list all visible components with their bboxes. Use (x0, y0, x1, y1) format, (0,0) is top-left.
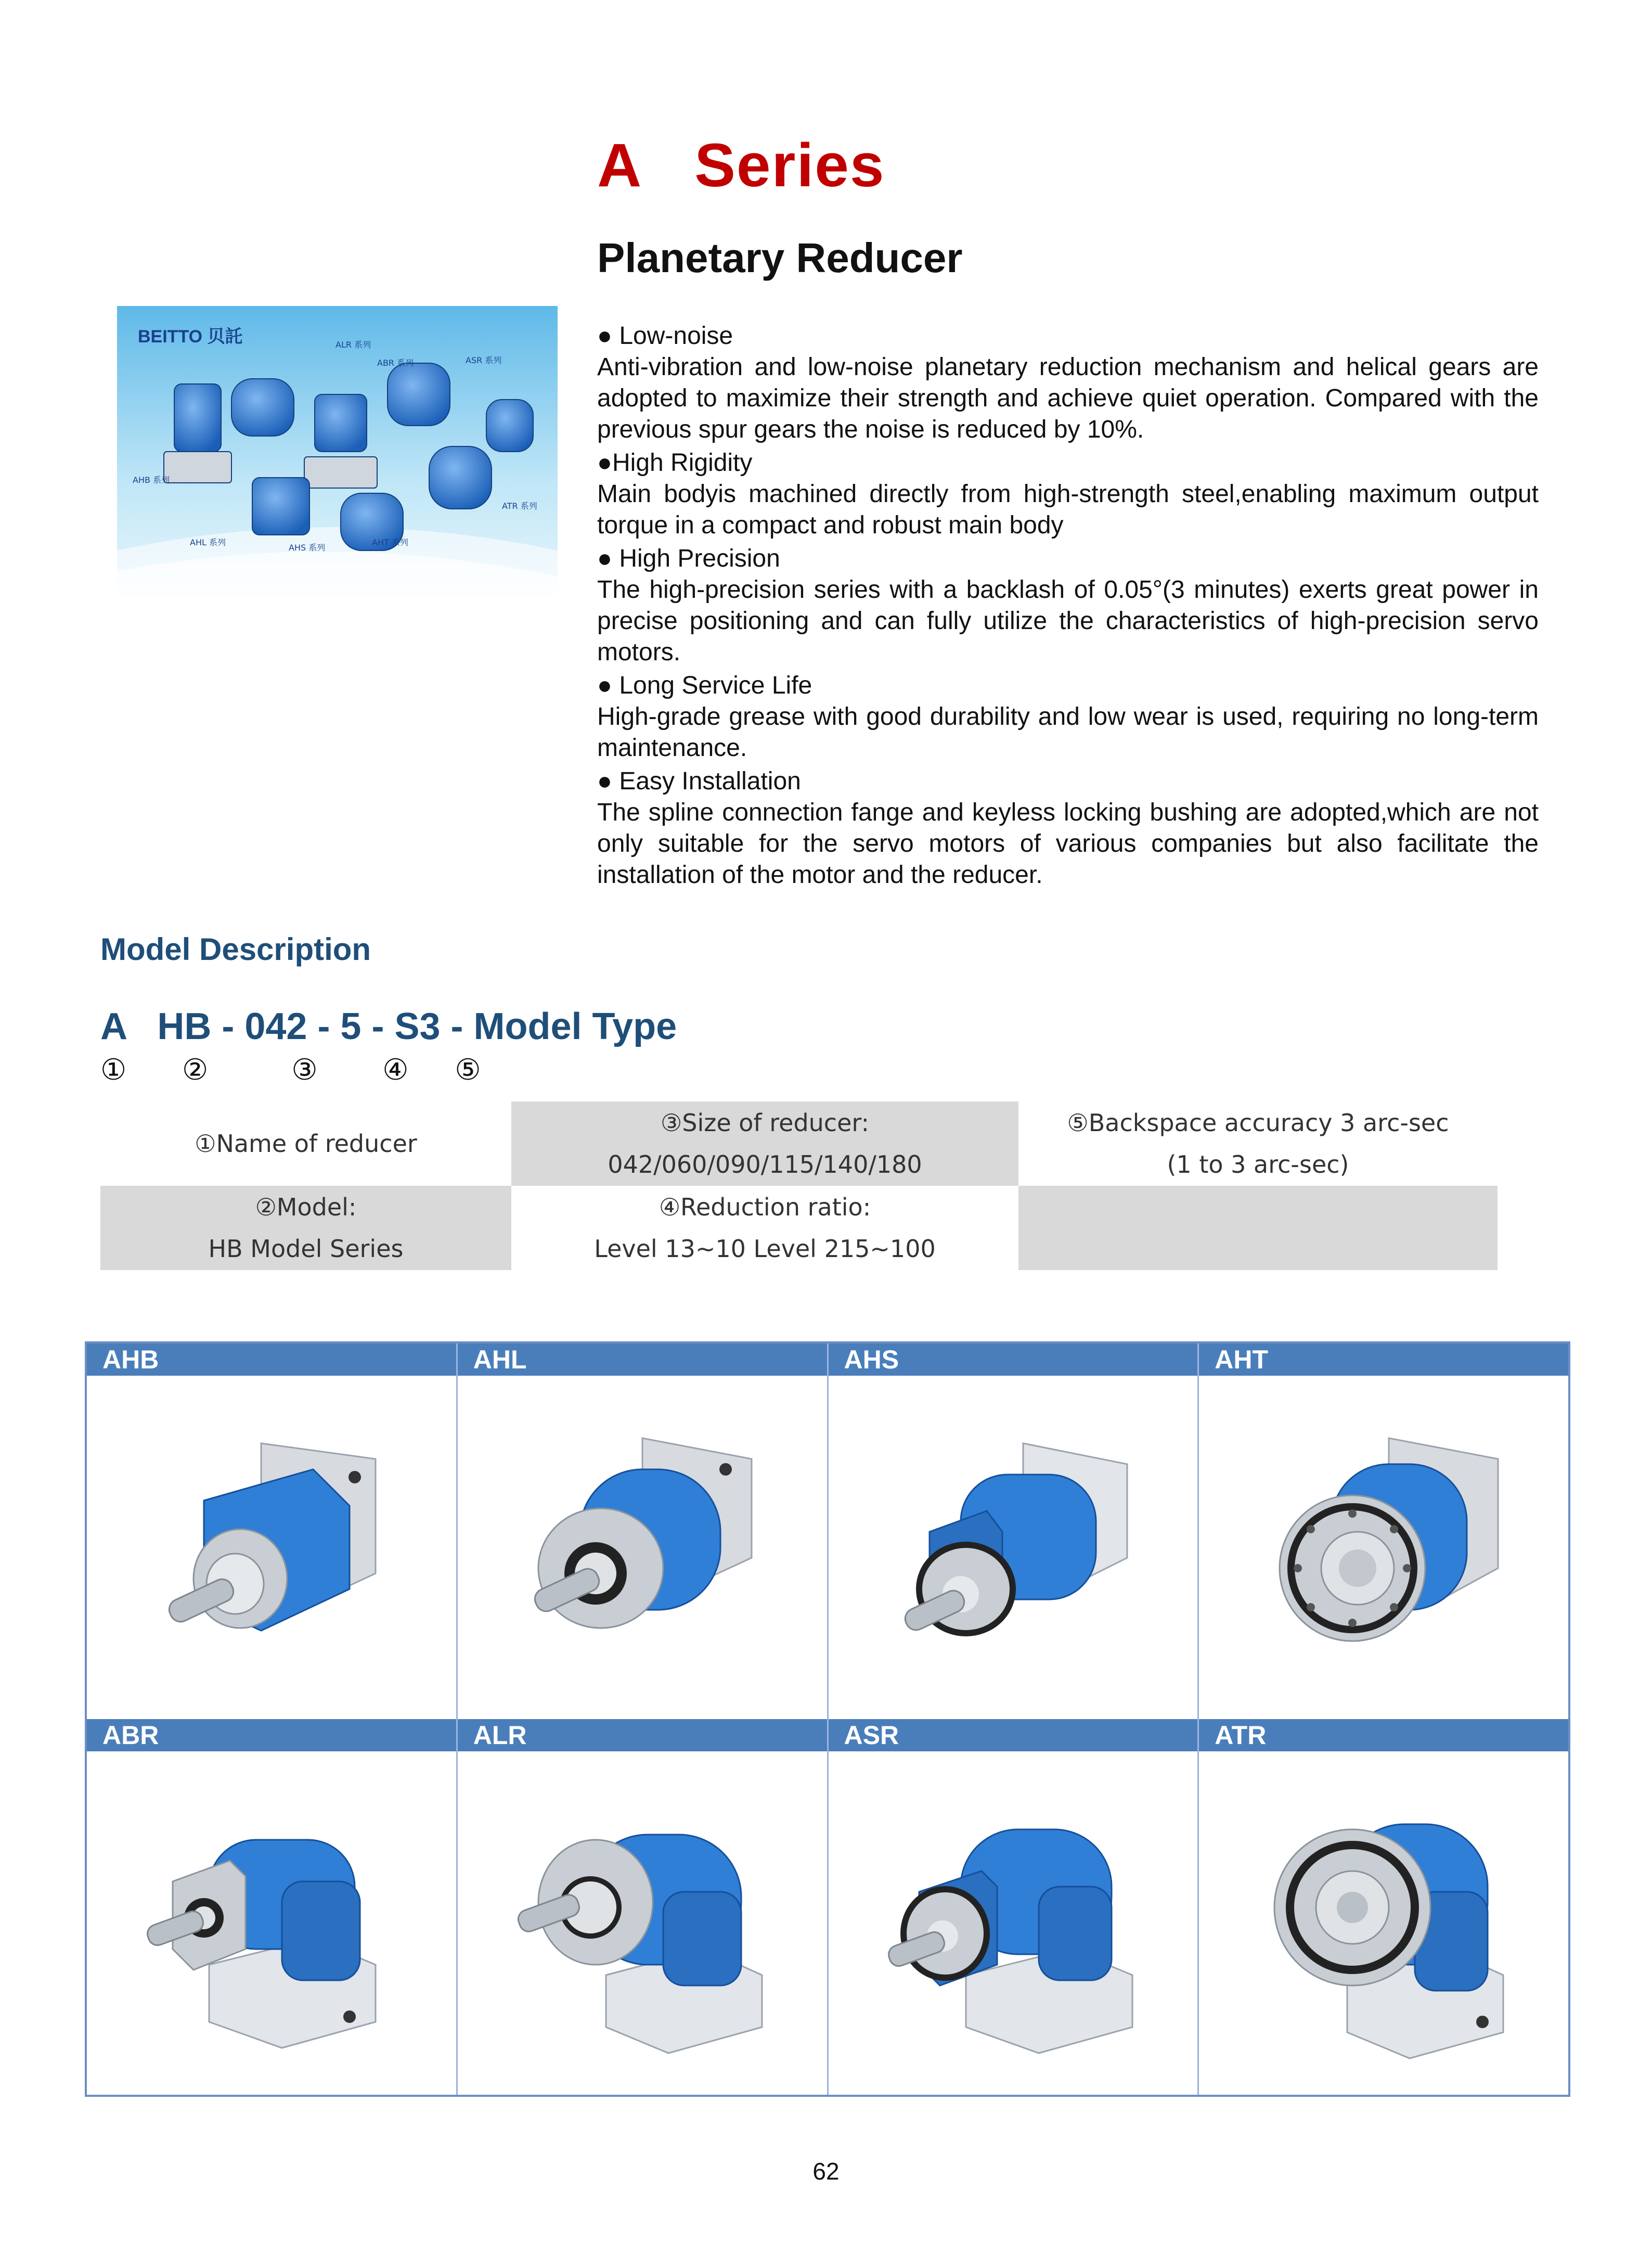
spec-row (100, 1101, 1498, 1186)
spec-cell-text: Level 13~10 Level 215~100 (594, 1235, 936, 1263)
spec-row (100, 1186, 1498, 1270)
feature-body-easy-installation: The spline connection fange and keyless locking bushing are adopted,which are not only suitable for the servo motors of various companies but also facilitate the installation of the motor and the reducer. (597, 799, 1539, 889)
feature-body-low-noise: Anti-vibration and low-noise planetary reduction mechanism and helical gears are adopted to maximize their strength and achieve quiet operation. Compared with the previous spur gears the noise is reduced by 10%. (597, 353, 1539, 443)
product-grid (85, 1341, 1570, 2097)
product-image-row (87, 1751, 1568, 2095)
banner-label-ahb: AHB 系列 (133, 475, 170, 485)
product-image-ahl (458, 1376, 829, 1719)
product-label-abr: ABR (87, 1719, 458, 1751)
banner-label-abr: ABR 系列 (377, 358, 414, 368)
series-title: A Series (597, 131, 885, 200)
spec-cell-text: ③Size of reducer: (661, 1109, 869, 1137)
feature-body-high-rigidity: Main bodyis machined directly from high-strength steel,enabling maximum output torque in a compact and robust main body (597, 480, 1539, 539)
feature-heading-easy-installation: ● Easy Installation (597, 767, 801, 795)
spec-cell-name (100, 1101, 511, 1186)
banner-label-alr: ALR 系列 (335, 340, 371, 350)
banner-label-ahs: AHS 系列 (289, 543, 326, 553)
product-image-ahb (87, 1376, 458, 1719)
banner-logo: BEITTO 贝託 (138, 327, 243, 347)
spec-cell-model (100, 1186, 511, 1270)
product-label-asr: ASR (829, 1719, 1199, 1751)
feature-body-long-service-life: High-grade grease with good durability and low wear is used, requiring no long-term maintenance. (597, 703, 1539, 762)
spec-cell-text: 042/060/090/115/140/180 (608, 1150, 922, 1178)
spec-cell-text: ①Name of reducer (195, 1130, 417, 1158)
spec-cell-backspace (1018, 1101, 1498, 1186)
spec-cell-ratio (511, 1186, 1018, 1270)
banner-label-ahl: AHL 系列 (190, 537, 226, 547)
feature-body-high-precision: The high-precision series with a backlash of 0.05°(3 minutes) exerts great power in precise positioning and can fully utilize the characteristics of high-precision servo motors. (597, 576, 1539, 666)
feature-heading-long-service-life: ● Long Service Life (597, 672, 812, 699)
product-label-atr: ATR (1199, 1719, 1568, 1751)
model-spec-table (100, 1101, 1498, 1270)
product-banner-image (117, 306, 558, 596)
banner-label-aht: AHT 系列 (372, 537, 408, 547)
spec-cell-text: ②Model: (255, 1193, 357, 1221)
feature-list (597, 318, 1539, 891)
model-code: A HB - 042 - 5 - S3 - Model Type (100, 1006, 677, 1047)
product-header-row (87, 1343, 1568, 1376)
product-image-row (87, 1376, 1568, 1719)
spec-cell-empty (1018, 1186, 1498, 1270)
spec-cell-text: (1 to 3 arc-sec) (1167, 1150, 1349, 1178)
banner-label-atr: ATR 系列 (502, 501, 537, 511)
product-label-ahb: AHB (87, 1343, 458, 1376)
product-image-aht (1199, 1376, 1568, 1719)
product-image-asr (829, 1751, 1199, 2095)
spec-cell-text: ⑤Backspace accuracy 3 arc-sec (1067, 1109, 1449, 1137)
product-label-ahl: AHL (458, 1343, 829, 1376)
product-image-ahs (829, 1376, 1199, 1719)
model-code-markers: ① ② ③ ④ ⑤ (100, 1053, 481, 1087)
product-image-alr (458, 1751, 829, 2095)
feature-heading-high-rigidity: ●High Rigidity (597, 449, 753, 477)
product-label-ahs: AHS (829, 1343, 1199, 1376)
feature-heading-high-precision: ● High Precision (597, 545, 780, 572)
page-subtitle: Planetary Reducer (597, 235, 963, 281)
spec-cell-size (511, 1101, 1018, 1186)
banner-label-asr: ASR 系列 (466, 355, 502, 365)
model-description-heading: Model Description (100, 932, 371, 967)
product-image-abr (87, 1751, 458, 2095)
spec-cell-text: ④Reduction ratio: (659, 1193, 871, 1221)
feature-heading-low-noise: ● Low-noise (597, 322, 733, 350)
spec-cell-text: HB Model Series (208, 1235, 404, 1263)
product-label-aht: AHT (1199, 1343, 1568, 1376)
product-image-atr (1199, 1751, 1568, 2095)
product-header-row (87, 1719, 1568, 1751)
product-label-alr: ALR (458, 1719, 829, 1751)
page-number: 62 (812, 2158, 840, 2185)
